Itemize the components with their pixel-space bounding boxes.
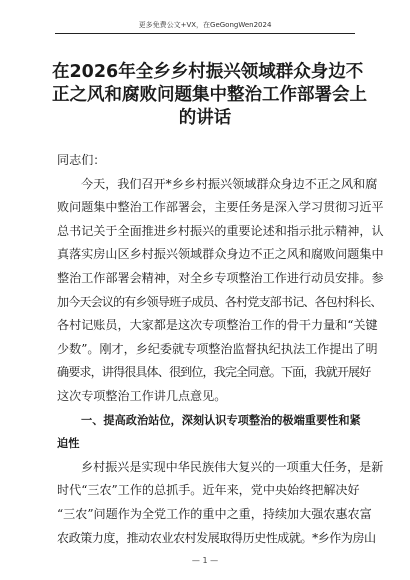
text-line: 各村记账员，大家都是这次专项整治工作的骨干力量和“关键 [57,318,378,333]
page-number: — 1 — [191,556,219,565]
title-line: 在2026年全乡乡村振兴领域群众身边不 [52,62,364,82]
text-line: 败问题集中整治工作部署会，主要任务是深入学习贯彻习近平 [57,200,384,215]
section-heading-1 [57,409,361,456]
text-line: “三农”问题作为全党工作的重中之重，持续加大强农惠农富 [57,506,372,521]
paragraph-opening [57,173,384,409]
text-line: 总书记关于全面推进乡村振兴的重要论述和指示批示精神，认 [57,223,384,238]
header-divider [55,33,355,34]
heading-line: 一、提高政治站位，深刻认识专项整治的极端重要性和紧 [81,413,361,427]
document-body [57,149,384,550]
text-line: 乡村振兴是实现中华民族伟大复兴的一项重大任务，是新 [81,459,384,474]
title-line: 的讲话 [178,108,232,128]
text-line: 今天，我们召开*乡乡村振兴领域群众身边不正之风和腐 [81,176,378,191]
text-line: 少数”。刚才，乡纪委就专项整治监督执纪执法工作提出了明 [57,341,378,356]
text-line: 加今天会议的有乡领导班子成员、各村党支部书记、各包村科长、 [57,294,382,309]
text-line: 时代“三农”工作的总抓手。近年来，党中央始终把解决好 [57,483,360,498]
text-line: 整治工作部署会精神，对全乡专项整治工作进行动员安排。参 [57,270,384,285]
title-line: 正之风和腐败问题集中整治工作部署会上 [52,85,367,105]
paragraph-rural-revitalization [57,456,384,550]
text-line: 这次专项整治工作讲几点意见。 [57,388,227,403]
greeting: 同志们： [57,153,106,167]
text-line: 农政策力度，推动农业农村发展取得历史性成就。*乡作为房山 [57,530,376,545]
document-title [52,61,367,130]
header-watermark-note: 更多免费公文+VX，在GeGongWen2024 [138,21,272,29]
text-line: 真落实房山区乡村振兴领域群众身边不正之风和腐败问题集中 [57,247,384,262]
text-line: 确要求，讲得很具体、很到位，我完全同意。下面，我就开展好 [57,365,371,380]
heading-line: 迫性 [57,437,80,451]
